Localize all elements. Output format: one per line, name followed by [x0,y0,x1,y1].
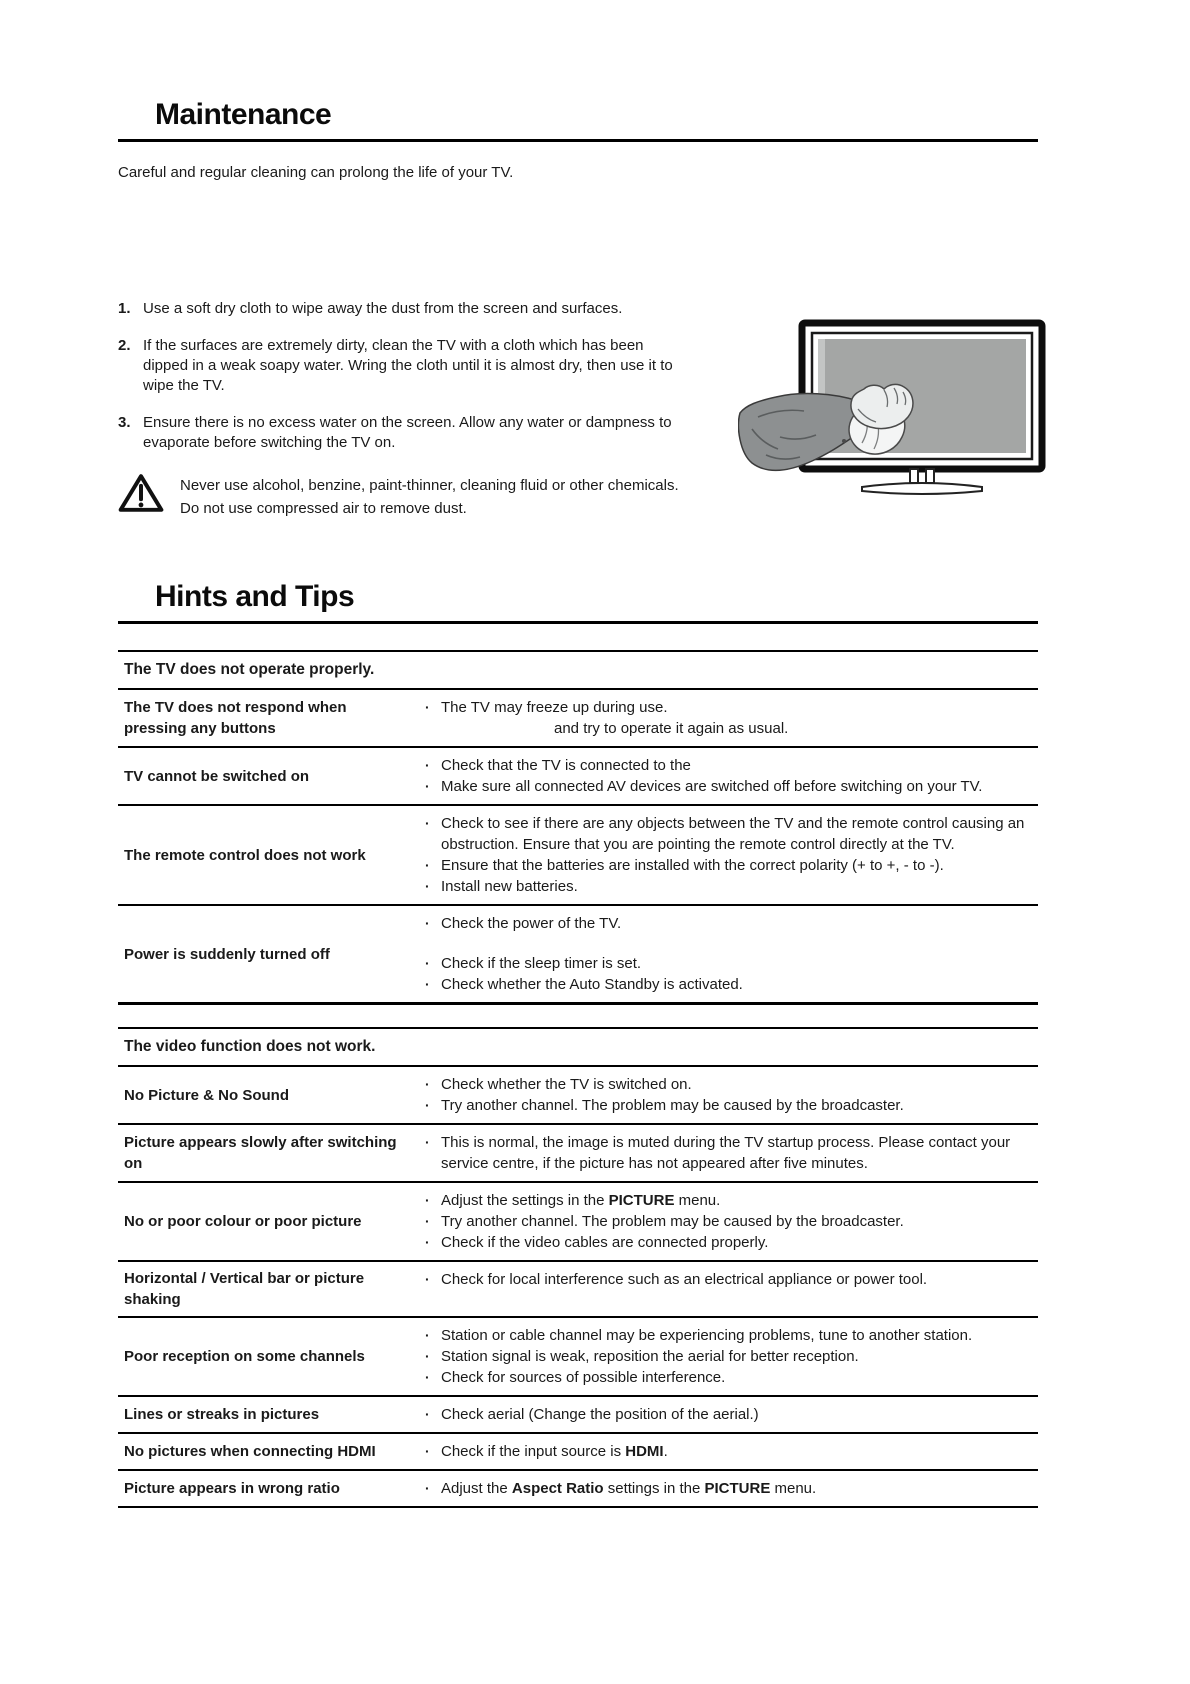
problem-label: No Picture & No Sound [124,1086,289,1104]
bullet-icon: · [425,1097,430,1113]
problem-label: TV cannot be switched on [124,767,310,785]
table-row [118,1471,1038,1508]
solution-item [425,913,1036,934]
problem-label: No or poor colour or poor picture [124,1213,362,1230]
solution-text: Check if the sleep timer is set. [441,955,642,972]
table-row [118,690,1038,748]
solution-text: This is normal, the image is muted during the TV startup process. Please contact your service centre, if the picture has not appeared after five minutes. [441,1134,1011,1172]
trouble-table [118,650,1038,1005]
bullet-icon: · [425,1076,430,1092]
warning-text [180,470,679,520]
table-row [118,806,1038,906]
bullet-icon: · [425,1443,430,1459]
bullet-icon: · [425,976,430,992]
bullet-icon: · [425,1271,430,1287]
table-row [118,748,1038,806]
solution-text: Check whether the TV is switched on. [441,1076,692,1093]
table-row [118,1434,1038,1471]
solution-text: Check for sources of possible interference. [441,1369,726,1386]
maintenance-steps-list [118,299,686,453]
bullet-icon: · [425,778,430,794]
solution-item [425,855,1036,876]
solution-item [425,876,1036,897]
maintenance-section-header [118,98,1038,142]
maintenance-title: Maintenance [155,98,332,131]
solutions-cell [425,1262,1038,1316]
maintenance-intro: Careful and regular cleaning can prolong the life of your TV. [118,164,514,181]
hints-title: Hints and Tips [155,580,355,613]
solution-item [425,1095,1036,1116]
solutions-cell [425,690,1038,746]
bullet-icon: · [425,1406,430,1422]
solution-item [425,1074,1036,1095]
step-text: Use a soft dry cloth to wipe away the dust from the screen and surfaces. [143,300,623,317]
bullet-icon: · [425,955,430,971]
table-row [118,906,1038,1004]
solutions-cell [425,1397,1038,1432]
solution-text: Try another channel. The problem may be caused by the broadcaster. [441,1097,904,1114]
solution-text: Check if the video cables are connected properly. [441,1234,769,1251]
maintenance-step [118,413,686,453]
solution-item [425,1404,1036,1425]
step-number: 2. [118,337,131,354]
solution-text: Try another channel. The problem may be caused by the broadcaster. [441,1213,904,1230]
warning-line-2: Do not use compressed air to remove dust. [180,500,467,517]
solution-text: and try to operate it again as usual. [554,720,789,737]
warning-note [118,470,718,520]
solution-item [425,1441,1036,1462]
solution-item [425,1211,1036,1232]
step-number: 3. [118,414,131,431]
problem-label: The remote control does not work [124,846,366,864]
solution-item [425,1478,1036,1499]
bullet-icon: · [425,1327,430,1343]
table-row [118,1183,1038,1262]
table-row [118,1262,1038,1318]
solution-item [425,1367,1036,1388]
solutions-cell [425,1067,1038,1123]
solution-item [425,953,1036,974]
solution-item [425,755,1036,776]
tv-cleaning-illustration [738,305,1050,505]
bullet-icon: · [425,1192,430,1208]
troubleshooting-tables [118,650,1038,1508]
solution-item [425,697,1036,718]
problem-label: Power is suddenly turned off [124,945,330,963]
solutions-cell [425,1471,1038,1506]
solution-item [425,974,1036,995]
solutions-cell [425,1183,1038,1260]
step-text: If the surfaces are extremely dirty, clean the TV with a cloth which has been dipped in a weak soapy water. Wring the cloth until it is almost dry, then use it to wipe the TV. [143,337,673,394]
solution-text: Install new batteries. [441,878,578,895]
solution-text: Check that the TV is connected to the [441,757,691,774]
solutions-cell [425,906,1038,1002]
solution-item [425,1346,1036,1367]
step-text: Ensure there is no excess water on the screen. Allow any water or dampness to evaporate before switching the TV on. [143,414,672,451]
hints-section-header [118,580,1038,624]
bullet-icon: · [425,757,430,773]
solution-item [425,813,1036,855]
maintenance-step [118,299,686,319]
solution-text: Ensure that the batteries are installed with the correct polarity (+ to +, - to -). [441,857,944,874]
solution-item [425,1269,1036,1290]
solution-text: Check for local interference such as an electrical appliance or power tool. [441,1271,928,1288]
problem-label: Picture appears slowly after switching on [124,1134,397,1172]
solution-text: Check the power of the TV. [441,915,622,932]
solutions-cell [425,1125,1038,1181]
solution-item [425,1190,1036,1211]
problem-label: The TV does not respond when pressing any buttons [124,699,347,737]
solution-text: Station signal is weak, reposition the aerial for better reception. [441,1348,859,1365]
table-row [118,1067,1038,1125]
solutions-cell [425,748,1038,804]
solution-text: The TV may freeze up during use. [441,699,668,716]
table-row [118,1125,1038,1183]
solution-text: Adjust the Aspect Ratio settings in the PICTURE menu. [441,1480,817,1497]
solution-item [425,718,1036,739]
bullet-icon: · [425,857,430,873]
solution-text: Check to see if there are any objects between the TV and the remote control causing an obstruction. Ensure that you are pointing the remote control directly at the TV. [441,815,1025,853]
problem-label: Picture appears in wrong ratio [124,1480,340,1497]
maintenance-step [118,336,686,396]
solutions-cell [425,1318,1038,1395]
warning-triangle-icon [118,470,164,520]
solution-item [425,1232,1036,1253]
problem-label: Lines or streaks in pictures [124,1406,320,1423]
bullet-icon: · [425,878,430,894]
bullet-icon: · [425,1369,430,1385]
solution-item [425,776,1036,797]
table-row [118,1397,1038,1434]
bullet-icon: · [425,699,430,715]
solution-text: Check if the input source is HDMI. [441,1443,668,1460]
bullet-icon: · [425,915,430,931]
bullet-icon: · [425,1213,430,1229]
solution-text: Check aerial (Change the position of the aerial.) [441,1406,759,1423]
maintenance-steps-area [118,299,1038,520]
bullet-icon: · [425,1348,430,1364]
bullet-icon: · [425,1480,430,1496]
solution-item [425,1132,1036,1174]
problem-label: Poor reception on some channels [124,1348,365,1365]
solution-text: Make sure all connected AV devices are switched off before switching on your TV. [441,778,983,795]
bullet-icon: · [425,815,430,831]
warning-line-1: Never use alcohol, benzine, paint-thinner, cleaning fluid or other chemicals. [180,477,679,494]
table-section-title: The TV does not operate properly. [118,652,1038,690]
problem-label: Horizontal / Vertical bar or picture shaking [124,1270,365,1308]
solution-item [425,1325,1036,1346]
trouble-table [118,1027,1038,1508]
solution-text: Station or cable channel may be experiencing problems, tune to another station. [441,1327,973,1344]
table-row [118,1318,1038,1397]
bullet-icon: · [425,1234,430,1250]
solution-text: Check whether the Auto Standby is activated. [441,976,743,993]
table-section-title: The video function does not work. [118,1029,1038,1067]
bullet-icon: · [425,1134,430,1150]
solutions-cell [425,806,1038,904]
step-number: 1. [118,300,131,317]
solutions-cell [425,1434,1038,1469]
problem-label: No pictures when connecting HDMI [124,1443,376,1460]
solution-text: Adjust the settings in the PICTURE menu. [441,1192,721,1209]
